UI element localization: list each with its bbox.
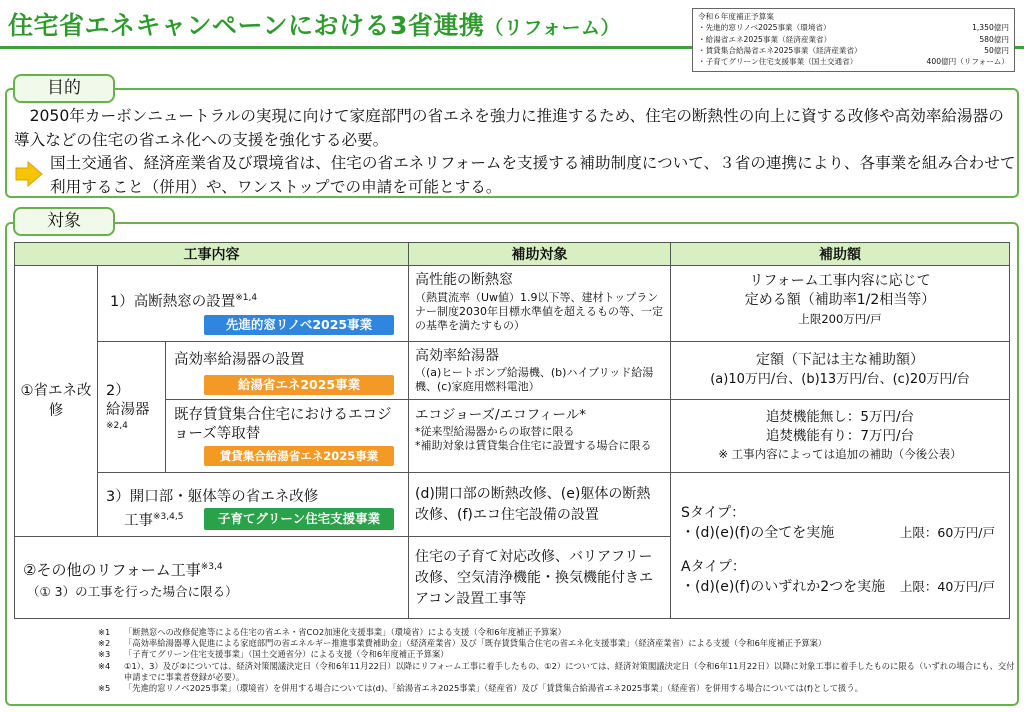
row1-work	[98, 266, 409, 342]
footnote: ※3 「子育てグリーン住宅支援事業」（国土交通省分）による支援（令和6年度補正予算案）	[98, 649, 449, 660]
row3-target	[409, 473, 671, 537]
s-type-row: ・(d)(e)(f)の全てを実施 上限：60万円/戸	[681, 525, 995, 541]
row2a-target	[409, 342, 671, 400]
footnote: ※2 「高効率給湯器導入促進による家庭部門の省エネルギー推進事業費補助金」（経済産業省）及び「既存賃貸集合住宅の省エネ化支援事業」（経済産業省）による支援（令和6年度補正予算案）	[98, 638, 827, 649]
row2a-amount-line1: 定額（下記は主な補助額）	[756, 352, 924, 368]
row1-amount-line1: リフォーム工事内容に応じて	[749, 273, 931, 289]
row2a-amount-line2: (a)10万円/台、(b)13万円/台、(c)20万円/台	[710, 372, 970, 387]
combined-amount	[671, 473, 1010, 619]
row1-amount-limit: 上限200万円/戸	[798, 312, 882, 326]
boiler-label: 2） 給湯器 ※2,4	[106, 383, 150, 431]
target-tab: 対象	[13, 207, 115, 236]
arrow-right-icon	[15, 161, 43, 187]
boiler-group	[98, 342, 166, 473]
row1-target-detail: （熱貫流率（Uw値）1.9以下等、建材トップランナー制度2030年目標水準値を超えるもの等、一定の基準を満たすもの）	[415, 291, 663, 332]
row1-target-title: 高性能の断熱窓	[415, 272, 513, 288]
row2a-target-title: 高効率給湯器	[415, 348, 499, 364]
badge-window-renovation: 先進的窓リノベ2025事業	[204, 315, 394, 335]
row2b-target	[409, 400, 671, 473]
badge-child-green-housing: 子育てグリーン住宅支援事業	[204, 508, 394, 530]
budget-item: ・子育てグリーン住宅支援事業（国土交通省） 400億円（リフォーム）	[698, 57, 1009, 67]
table-row	[15, 342, 1010, 400]
purpose-conclusion: 国土交通省、経済産業省及び環境省は、住宅の省エネリフォームを支援する補助制度について、３省の連携により、各事業を組み合わせて利用すること（併用）や、ワンストップでの申請を可能とする。	[50, 154, 1016, 196]
budget-item: ・賃貸集合給湯省エネ2025事業（経済産業省） 50億円	[698, 45, 1009, 55]
row2b-amount-line1: 追焚機能無し：5万円/台	[765, 409, 915, 425]
header-amount: 補助額	[671, 243, 1010, 266]
purpose-text: 2050年カーボンニュートラルの実現に向けて家庭部門の省エネを強力に推進するため、住宅の断熱性の向上に資する改修や高効率給湯器の導入などの住宅の省エネ化への支援を強化する必要。	[14, 107, 1004, 149]
row2a-label: 高効率給湯器の設置	[174, 352, 305, 368]
row2b-target-title: エコジョーズ/エコフィール*	[415, 407, 587, 423]
page-title-main: 住宅省エネキャンペーンにおける3省連携	[8, 11, 485, 40]
footnote: ※4 ①1）、3）及び②については、経済対策閣議決定日（令和6年11月22日）以降にリフォーム工事に着手したもの、①2）については、経済対策閣議決定日（令和6年11月22日）以降に対象工事に着手したものに限る（いずれの場合にも、交付申請までに事業者登録が必要）。	[98, 660, 1015, 682]
footnote: ※1 「断熱窓への改修促進等による住宅の省エネ・省CO2加速化支援事業」（環境省）による支援（令和6年度補正予算案）	[98, 627, 566, 637]
row2b-target-detail1: *従来型給湯器からの取替に限る	[415, 425, 575, 438]
budget-item: ・先進的窓リノベ2025事業（環境省） 1,350億円	[698, 23, 1009, 33]
row2b-amount-note: ※ 工事内容によっては追加の補助（今後公表）	[718, 447, 962, 461]
group-label: ①省エネ改修	[20, 383, 92, 419]
row2a-target-detail: （(a)ヒートポンプ給湯機、(b)ハイブリッド給湯機、(c)家庭用燃料電池）	[415, 366, 654, 393]
row3-target-text: (d)開口部の断熱改修、(e)躯体の断熱改修、(f)エコ住宅設備の設置	[415, 485, 651, 523]
a-type-label: Aタイプ：	[681, 559, 746, 575]
table-row	[15, 266, 1010, 342]
row1-target	[409, 266, 671, 342]
row4-target-text: 住宅の子育て対応改修、バリアフリー改修、空気清浄機能・換気機能付きエアコン設置工事等	[415, 549, 653, 607]
purpose-tab: 目的	[13, 74, 115, 103]
table-header-row	[15, 243, 1010, 266]
row1-label: 1）高断熱窓の設置$^{※1,4}$	[110, 293, 258, 310]
badge-boiler-saving: 給湯省エネ2025事業	[204, 375, 394, 395]
a-type-row: ・(d)(e)(f)のいずれか2つを実施 上限：40万円/戸	[681, 579, 995, 595]
row2b-amount-line2: 追焚機能有り：7万円/台	[765, 428, 915, 444]
row2b-label: 既存賃貸集合住宅におけるエコジョーズ等取替	[174, 407, 392, 442]
row3-label-cont: 工事$^{※3,4,5}$	[124, 511, 184, 529]
badge-rental-boiler-saving: 賃貸集合給湯省エネ2025事業	[204, 446, 394, 466]
s-type-label: Sタイプ：	[681, 505, 746, 521]
row1-amount-line2: 定める額（補助率1/2相当等）	[744, 292, 936, 308]
row1-amount	[671, 266, 1010, 342]
row2a-amount	[671, 342, 1010, 400]
row4-note: （① 3）の工事を行った場合に限る）	[27, 584, 238, 599]
footnote: ※5 「先進的窓リノベ2025事業」（環境省）を併用する場合については(d)、「給湯省エネ2025事業」（経産省）及び「賃貸集合給湯省エネ2025事業」（経産省）を併用する場合については(f)として扱う。	[98, 683, 863, 694]
subsidy-table	[14, 242, 1010, 619]
header-work: 工事内容	[15, 243, 409, 266]
header-target: 補助対象	[409, 243, 671, 266]
group-energy-retrofit	[15, 266, 98, 537]
row2b-amount	[671, 400, 1010, 473]
budget-item: ・給湯省エネ2025事業（経済産業省） 580億円	[698, 34, 1009, 44]
row4-target	[409, 537, 671, 619]
row2b-target-detail2: *補助対象は賃貸集合住宅に設置する場合に限る	[415, 439, 652, 452]
row2a-work	[166, 342, 409, 400]
row4-label: ②その他のリフォーム工事$^{※3,4}$	[23, 561, 223, 579]
table-row	[15, 473, 1010, 537]
row3-work	[98, 473, 409, 537]
row3-label: 3）開口部・躯体等の省エネ改修	[106, 489, 319, 505]
budget-box	[692, 8, 1015, 72]
footnotes	[98, 627, 1018, 694]
row4-work	[15, 537, 409, 619]
page-title-suffix: （リフォーム）	[484, 17, 620, 39]
page-title	[8, 6, 620, 42]
row2b-work	[166, 400, 409, 473]
budget-heading: 令和６年度補正予算案	[698, 12, 774, 21]
